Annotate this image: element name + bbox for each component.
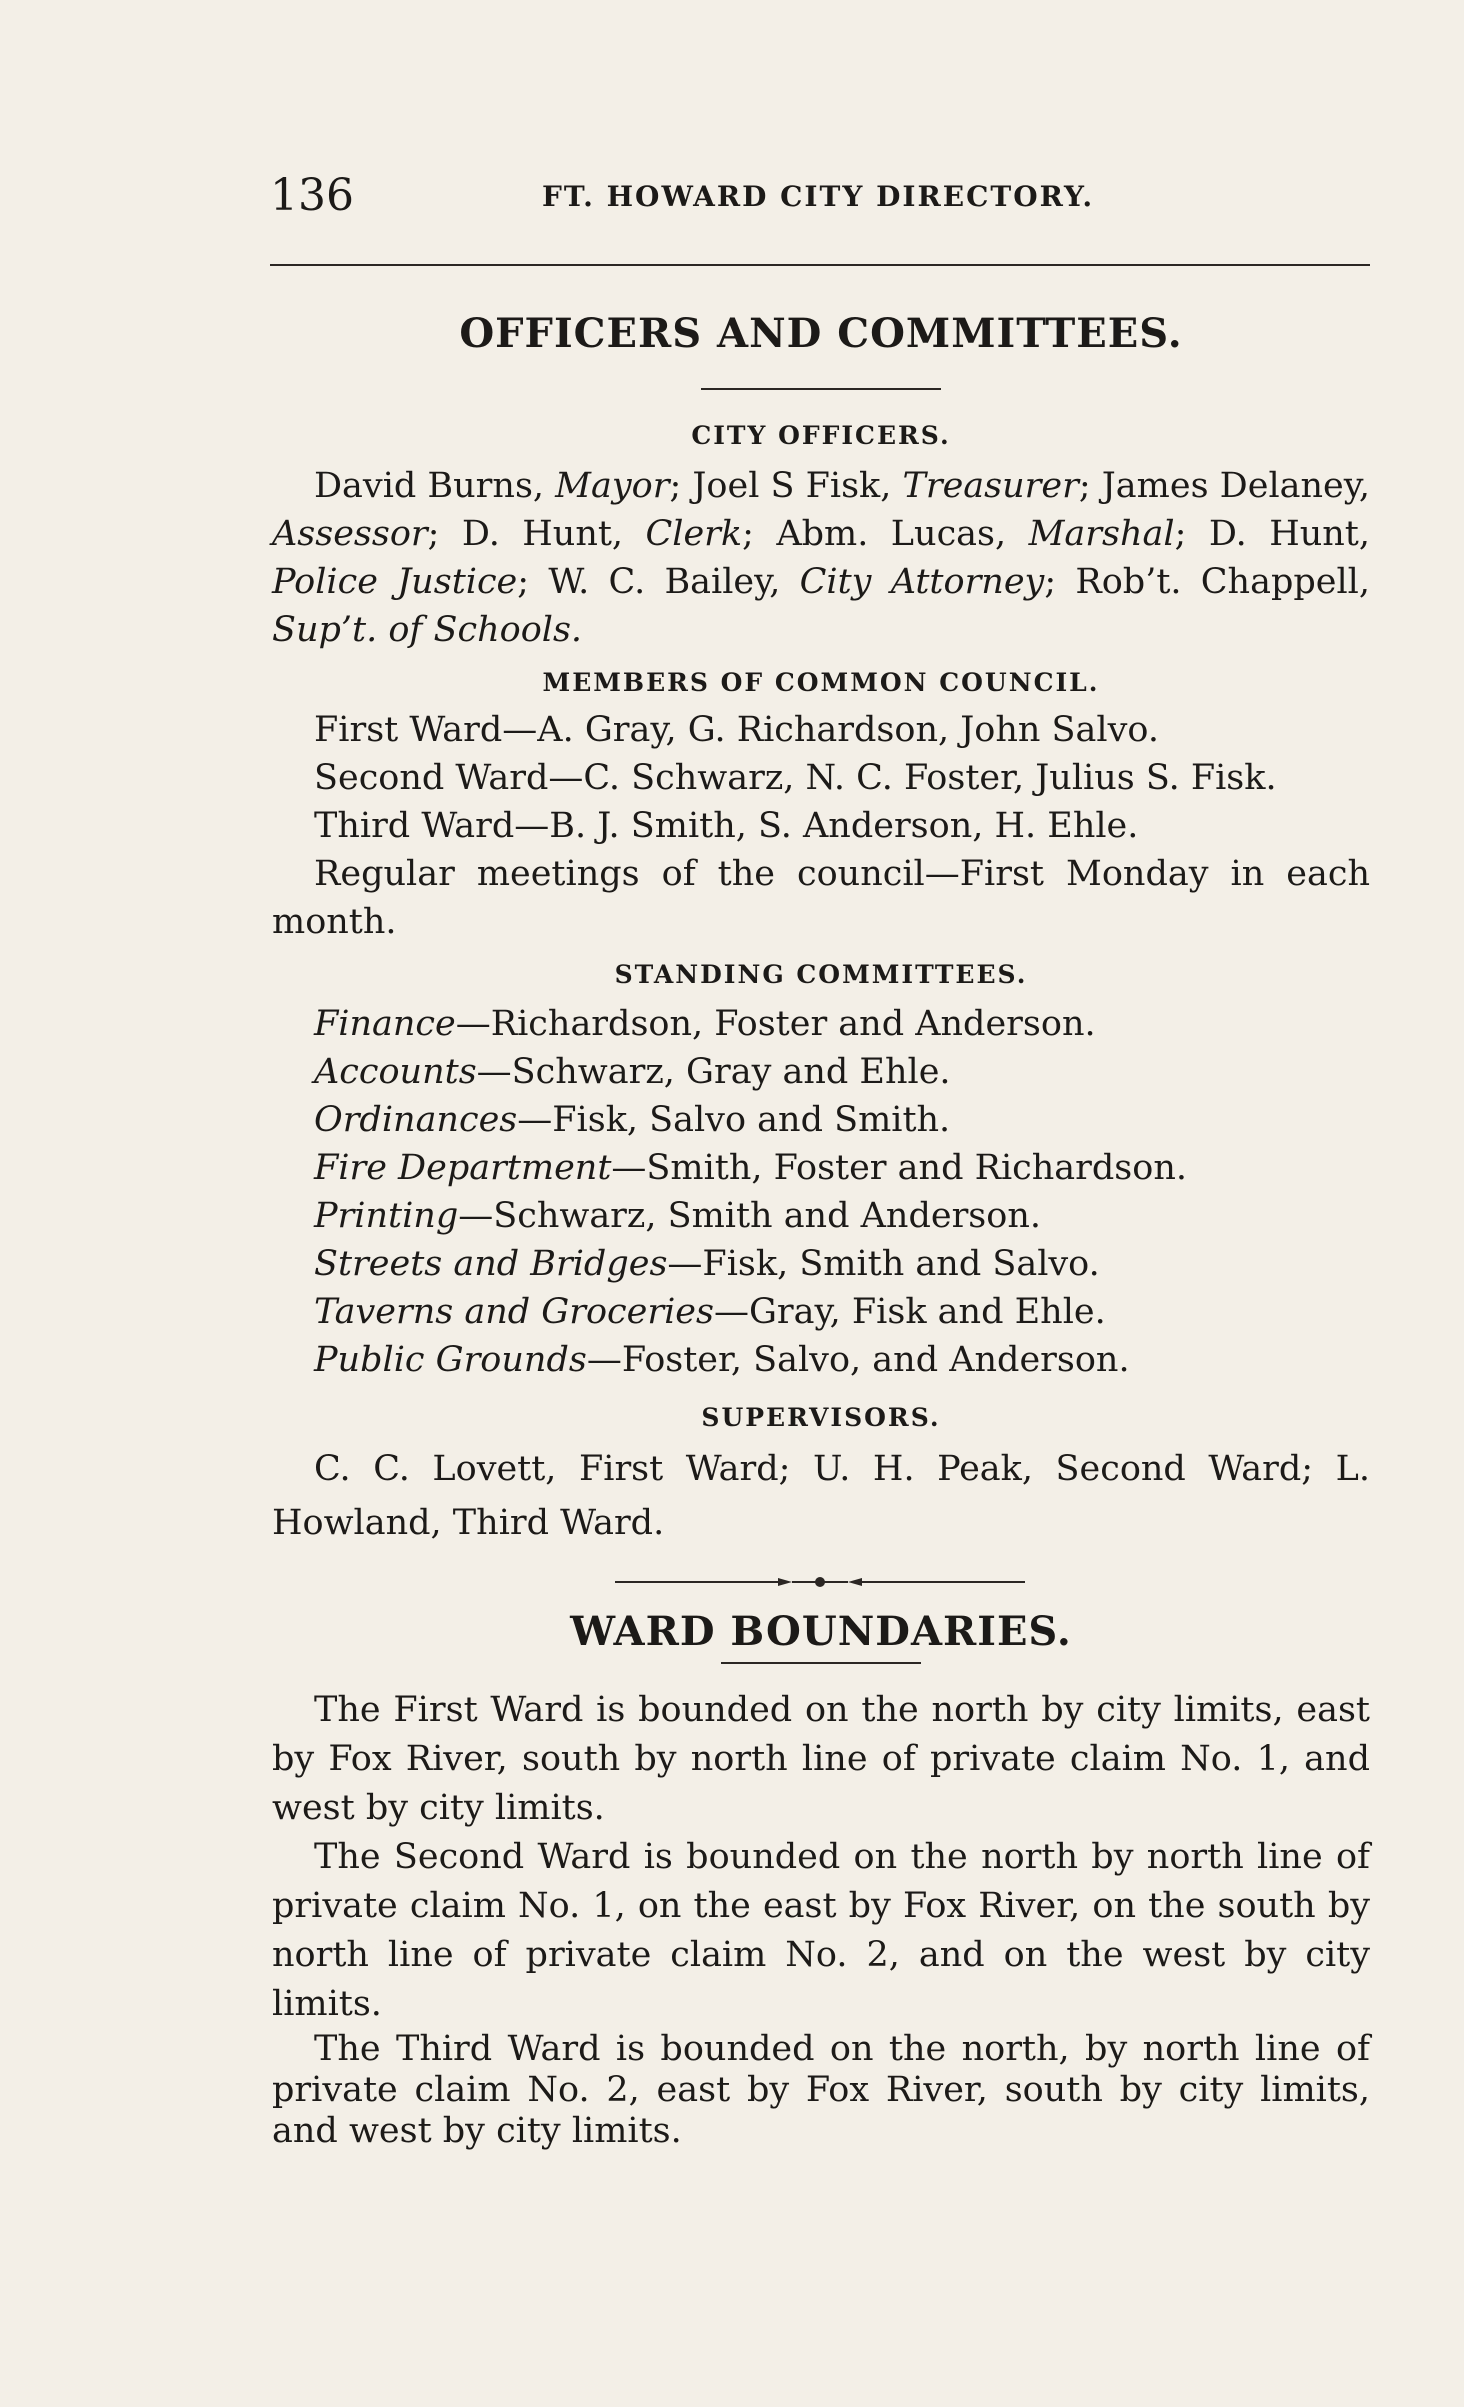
committee-members: —Schwarz, Gray and Ehle.: [476, 1052, 951, 1092]
committee-line: [272, 1096, 1370, 1144]
page-header: [270, 170, 1370, 230]
committee-members: —Schwarz, Smith and Anderson.: [458, 1196, 1041, 1236]
ornament-icon: [778, 1572, 862, 1592]
officer-name: James Delaney,: [1101, 466, 1371, 506]
officer-name: W. C. Bailey,: [548, 562, 800, 602]
wards-title-rule-block: [272, 1662, 1370, 1664]
committee-members: —Foster, Salvo, and Anderson.: [586, 1340, 1130, 1380]
committee-name: Fire Department: [314, 1148, 612, 1188]
officer-name: Joel S Fisk,: [692, 466, 903, 506]
officers-title-block: [272, 310, 1370, 357]
committee-members: —Richardson, Foster and Anderson.: [455, 1004, 1096, 1044]
page-number: 136: [270, 170, 354, 221]
committee-line: [272, 1192, 1370, 1240]
supervisors-heading: SUPERVISORS.: [701, 1403, 941, 1432]
city-officers-section: [272, 462, 1370, 654]
officers-title-rule-block: [272, 388, 1370, 390]
council-line: First Ward—A. Gray, G. Richardson, John Salvo.: [314, 710, 1159, 750]
officer-role: Police Justice: [272, 562, 518, 602]
committee-members: —Fisk, Smith and Salvo.: [667, 1244, 1100, 1284]
committee-line: [272, 1240, 1370, 1288]
officers-title: OFFICERS AND COMMITTEES.: [459, 310, 1183, 357]
supervisors-section: [272, 1442, 1370, 1550]
city-officers-heading: CITY OFFICERS.: [691, 421, 951, 450]
supervisors-heading-block: [272, 1403, 1370, 1432]
city-officers-paragraph: David Burns, Mayor; Joel S Fisk, Treasurer; James Delaney, Assessor; D. Hunt, Clerk; Abm. Lucas, Marshal; D. Hunt, Police Justice; W. C. Bailey, City Attorney; Rob’t. Chappell, Sup’t. of Schools.: [272, 466, 1371, 650]
committee-line: [272, 1000, 1370, 1048]
officer-role: Mayor: [555, 466, 670, 506]
officer-role: Sup’t. of Schools.: [272, 610, 583, 650]
committee-name: Printing: [314, 1196, 459, 1236]
wards-title-rule: [721, 1662, 921, 1664]
officer-role: Marshal: [1028, 514, 1175, 554]
committee-line: [272, 1144, 1370, 1192]
committee-name: Accounts: [314, 1052, 477, 1092]
committee-line: [272, 1288, 1370, 1336]
officer-role: City Attorney: [799, 562, 1045, 602]
running-head: FT. HOWARD CITY DIRECTORY.: [542, 180, 1095, 213]
ward-paragraph: The Third Ward is bounded on the north, by north line of private claim No. 2, east by Fox River, south by city limits, and west by city limits.: [272, 2029, 1370, 2151]
committee-members: —Gray, Fisk and Ehle.: [713, 1292, 1106, 1332]
council-heading: MEMBERS OF COMMON COUNCIL.: [542, 668, 1100, 697]
committee-members: —Fisk, Salvo and Smith.: [517, 1100, 951, 1140]
wards-section: [272, 1686, 1370, 2152]
city-officers-heading-block: [272, 421, 1370, 450]
ornament-divider: [0, 1572, 1464, 1592]
officer-name: Rob’t. Chappell,: [1075, 562, 1370, 602]
officer-name: Abm. Lucas,: [776, 514, 1029, 554]
officer-name: David Burns,: [314, 466, 556, 506]
committee-name: Finance: [314, 1004, 456, 1044]
committee-name: Taverns and Groceries: [314, 1292, 714, 1332]
title-rule: [701, 388, 941, 390]
officer-role: Treasurer: [902, 466, 1079, 506]
council-section: [272, 706, 1370, 946]
council-line: Second Ward—C. Schwarz, N. C. Foster, Julius S. Fisk.: [314, 758, 1277, 798]
committee-name: Streets and Bridges: [314, 1244, 668, 1284]
committees-list: [272, 1000, 1370, 1384]
council-heading-block: [272, 668, 1370, 697]
officer-name: D. Hunt,: [461, 514, 646, 554]
committee-name: Ordinances: [314, 1100, 518, 1140]
committee-line: [272, 1336, 1370, 1384]
wards-title-block: [272, 1608, 1370, 1655]
header-rule: [270, 264, 1370, 266]
wards-title: WARD BOUNDARIES.: [570, 1608, 1072, 1655]
committees-heading: STANDING COMMITTEES.: [614, 960, 1028, 989]
officer-name: D. Hunt,: [1208, 514, 1370, 554]
committees-heading-block: [272, 960, 1370, 989]
council-meetings: Regular meetings of the council—First Monday in each month.: [272, 854, 1370, 942]
ornament-left-line: [615, 1581, 780, 1583]
officer-role: Clerk: [645, 514, 743, 554]
supervisors-text: C. C. Lovett, First Ward; U. H. Peak, Second Ward; L. Howland, Third Ward.: [272, 1449, 1370, 1543]
ornament-right-line: [860, 1581, 1025, 1583]
ward-paragraph: The Second Ward is bounded on the north by north line of private claim No. 1, on the east by Fox River, on the south by north line of private claim No. 2, and on the west by city limits.: [272, 1837, 1370, 2024]
officer-role: Assessor: [272, 514, 428, 554]
council-line: Third Ward—B. J. Smith, S. Anderson, H. Ehle.: [314, 806, 1139, 846]
committee-line: [272, 1048, 1370, 1096]
committee-members: —Smith, Foster and Richardson.: [611, 1148, 1187, 1188]
committee-name: Public Grounds: [314, 1340, 587, 1380]
ward-paragraph: The First Ward is bounded on the north by city limits, east by Fox River, south by north line of private claim No. 1, and west by city limits.: [272, 1690, 1370, 1828]
